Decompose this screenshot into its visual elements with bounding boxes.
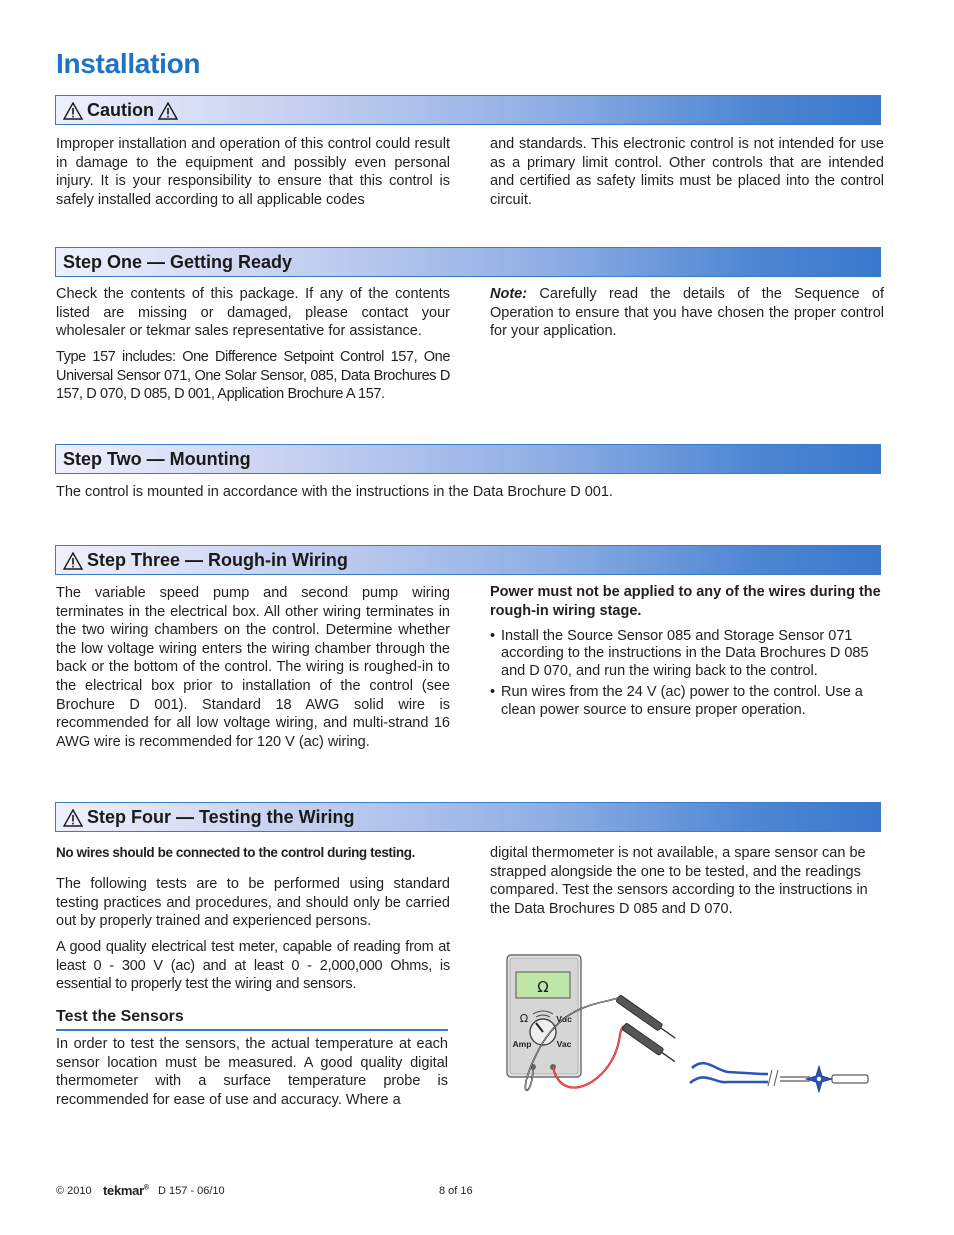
- multimeter-illustration: [500, 950, 880, 1120]
- step-one-contents: Type 157 includes: One Difference Setpoint Control 157, One Universal Sensor 071, One Solar Sensor, 085, Data Brochures D 157, D 070, D 085, D 001, Application Brochure A 157.: [56, 349, 450, 403]
- footer-doc-number: D 157 - 06/10: [158, 1185, 225, 1197]
- caution-header-bar: [55, 95, 881, 125]
- warning-icon: [63, 552, 83, 570]
- warning-icon: [158, 102, 178, 120]
- step-four-warning: No wires should be connected to the control during testing.: [56, 845, 415, 860]
- step-four-heading: Step Four — Testing the Wiring: [87, 807, 355, 827]
- step-four-paragraph-3: In order to test the sensors, the actual temperature at each sensor location must be measured. A good quality digital thermometer with a surface temperature probe is recommended for ease of use and accuracy. Where a: [56, 1036, 448, 1108]
- caution-left-text: Improper installation and operation of this control could result in damage to the equipment and possibly even personal injury. It is your responsibility to ensure that this control is safely installed according to all applicable codes: [56, 136, 450, 208]
- step-one-paragraph: Check the contents of this package. If any of the contents listed are missing or damaged, please contact your wholesaler or tekmar sales representative for assistance.: [56, 286, 450, 340]
- page-title: Installation: [56, 48, 201, 79]
- brand-name: tekmar: [103, 1183, 144, 1198]
- dial-label-ohm: Ω: [519, 1012, 529, 1025]
- step-two-header-bar: [55, 444, 881, 474]
- step-four-paragraph-1: The following tests are to be performed using standard testing practices and procedures, and should only be carried out by properly trained and experienced persons.: [56, 876, 450, 930]
- step-three-header-bar: [55, 545, 881, 575]
- dial-label-vdc: Vdc: [556, 1014, 572, 1024]
- caution-heading: Caution: [87, 100, 154, 120]
- step-three-bullets: [490, 628, 884, 723]
- dial-label-vac: Vac: [556, 1039, 572, 1049]
- step-three-warning: Power must not be applied to any of the wires during the rough-in wiring stage.: [490, 584, 881, 619]
- meter-display: Ω: [537, 978, 549, 996]
- warning-icon: [63, 809, 83, 827]
- step-one-heading: Step One — Getting Ready: [63, 252, 293, 272]
- step-three-heading: Step Three — Rough-in Wiring: [87, 550, 348, 570]
- dial-label-amp: Amp: [512, 1039, 532, 1049]
- footer-brand-logo: tekmar®: [103, 1183, 149, 1198]
- step-four-header-bar: [55, 802, 881, 832]
- test-sensors-subheading: Test the Sensors: [56, 1008, 448, 1031]
- step-one-note: [490, 285, 884, 341]
- step-four-paragraph-2: A good quality electrical test meter, capable of reading from at least 0 - 300 V (ac) and at least 0 - 2,000,000 Ohms, is essential to properly test the wiring and sensors.: [56, 939, 450, 993]
- step-four-right-text: digital thermometer is not available, a spare sensor can be strapped alongside the one to be tested, and the readings compared. Test the sensors according to the instructions in the Data Brochures D 085 and D 070.: [490, 845, 868, 917]
- footer-copyright: © 2010: [56, 1185, 92, 1197]
- footer-page-number: 8 of 16: [439, 1185, 473, 1197]
- note-label: Note:: [490, 286, 528, 302]
- bullet-item: • Install the Source Sensor 085 and Storage Sensor 071 according to the instructions in the Data Brochures D 085 and D 070, and run the wiring back to the control.: [490, 628, 884, 680]
- caution-right-text: and standards. This electronic control is not intended for use as a primary limit control. Other controls that are intended and certified as safety limits must be placed into the control circuit.: [490, 136, 884, 208]
- step-three-left-text: The variable speed pump and second pump wiring terminates in the electrical box. All other wiring terminates in the two wiring chambers on the control. Determine whether the low voltage wiring enters the wiring chamber through the back or the bottom of the control. The wiring is roughed-in to the electrical box prior to installation of the control (see Brochure D 001). Standard 18 AWG solid wire is recommended for all low voltage wiring, and multi-strand 16 AWG wire is recommended for 120 V (ac) wiring.: [56, 585, 450, 750]
- warning-icon: [63, 102, 83, 120]
- step-two-heading: Step Two — Mounting: [63, 449, 251, 469]
- note-text: Carefully read the details of the Sequence of Operation to ensure that you have chosen the proper control for your application.: [490, 286, 884, 340]
- step-one-header-bar: [55, 247, 881, 277]
- step-two-text: The control is mounted in accordance with the instructions in the Data Brochure D 001.: [56, 484, 613, 500]
- bullet-item: • Run wires from the 24 V (ac) power to the control. Use a clean power source to ensure proper operation.: [490, 684, 884, 719]
